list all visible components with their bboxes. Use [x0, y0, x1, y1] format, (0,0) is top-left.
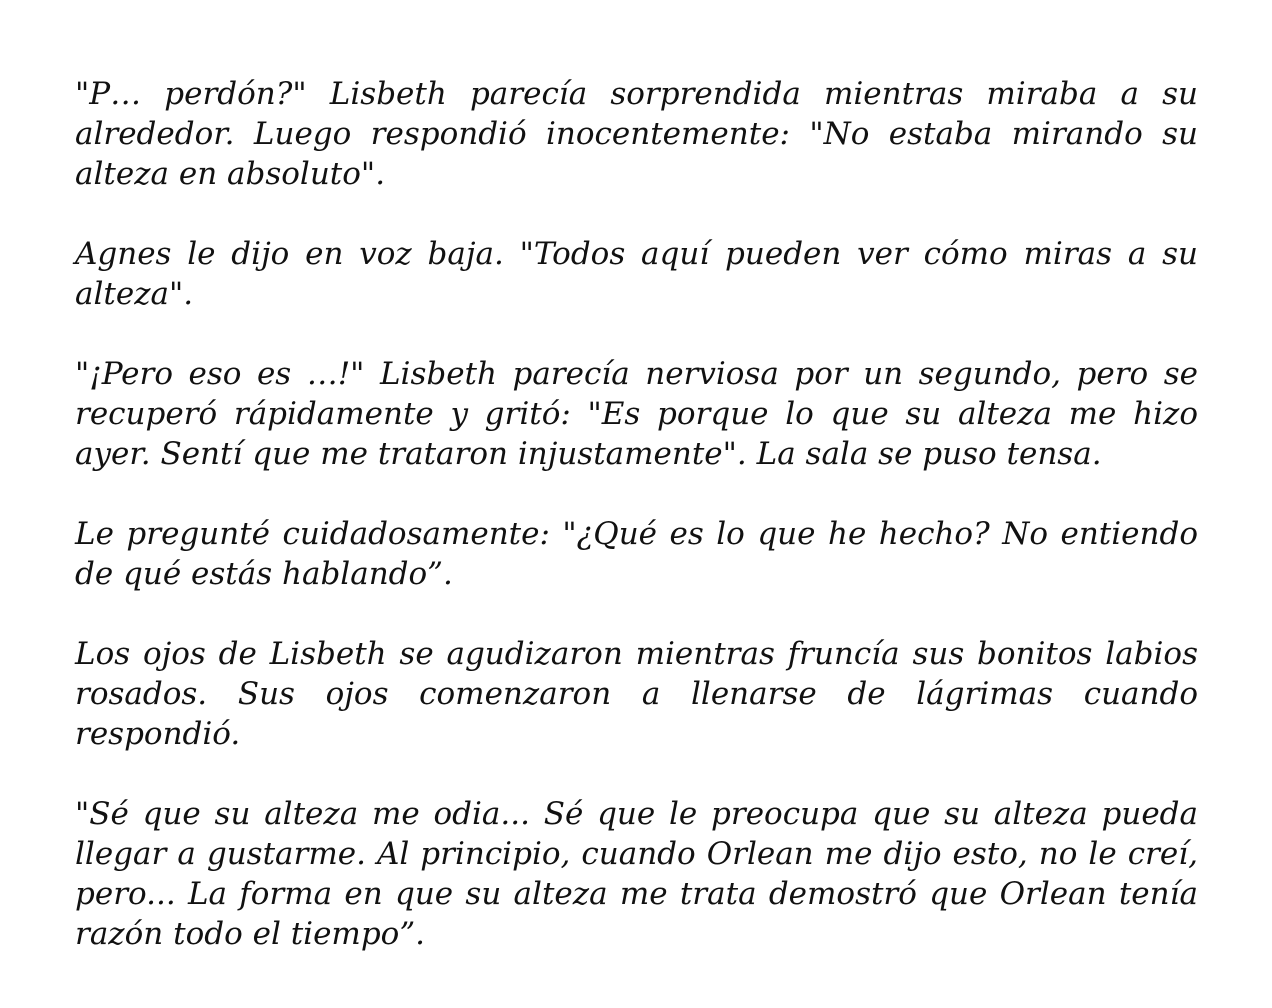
paragraph-3: "¡Pero eso es …!" Lisbeth parecía nerviosa por un segundo, pero se recuperó rápidamente y gritó: "Es porque lo que su alteza me hizo ayer. Sentí que me trataron injustamente". La sala se puso tensa. — [75, 356, 1198, 472]
document-page — [75, 74, 1198, 954]
paragraph-1: "P… perdón?" Lisbeth parecía sorprendida mientras miraba a su alrededor. Luego respondió inocentemente: "No estaba mirando su alteza en absoluto". — [75, 76, 1198, 192]
paragraph-5: Los ojos de Lisbeth se agudizaron mientras fruncía sus bonitos labios rosados. Sus ojos comenzaron a llenarse de lágrimas cuando respondió. — [75, 636, 1198, 752]
paragraph-2: Agnes le dijo en voz baja. "Todos aquí pueden ver cómo miras a su alteza". — [75, 236, 1198, 312]
paragraph-6: "Sé que su alteza me odia... Sé que le preocupa que su alteza pueda llegar a gustarme. Al principio, cuando Orlean me dijo esto, no le creí, pero... La forma en que su alteza me trata demostró que Orlean tenía razón todo el tiempo”. — [75, 796, 1198, 952]
paragraph-4: Le pregunté cuidadosamente: "¿Qué es lo que he hecho? No entiendo de qué estás hablando”. — [75, 516, 1198, 592]
